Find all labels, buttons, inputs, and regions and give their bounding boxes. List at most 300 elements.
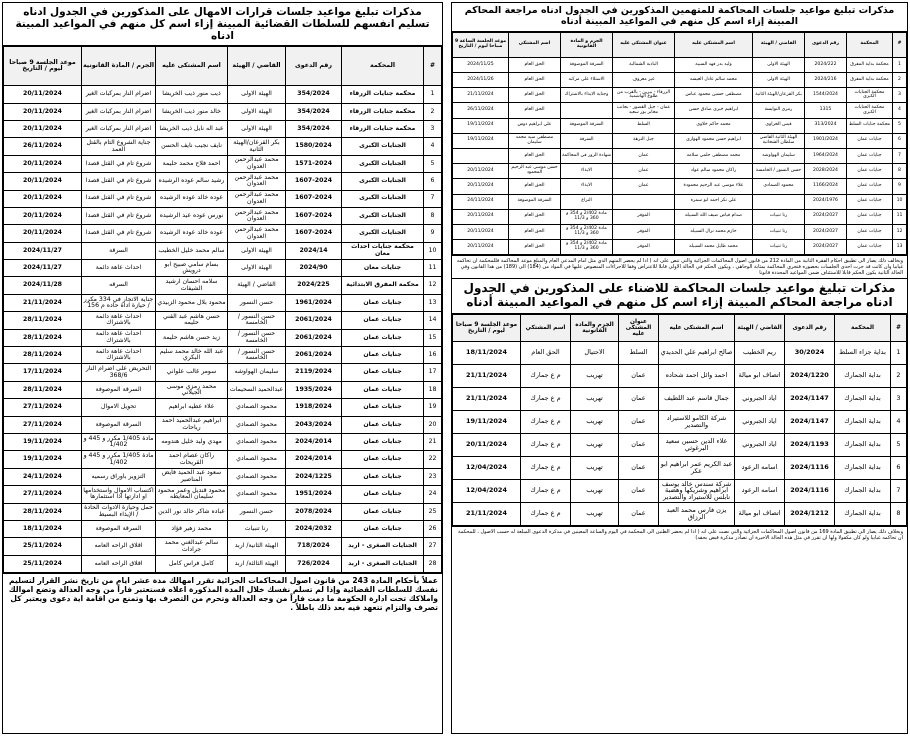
table-cell: اكتساب الاموال واستخدامها او ادارتها اذا استثمارها: [82, 486, 156, 503]
table-cell: 2024/2014: [286, 434, 342, 451]
table-cell: الهيئة الاولى: [228, 242, 286, 259]
table-cell: 6: [893, 133, 907, 148]
table-cell: جمال قاسم عبد اللطيف: [659, 387, 735, 410]
table-cell: القاضي / الهيئة: [228, 277, 286, 294]
table-cell: احداث عاهة دائمة بالاشتراك: [82, 329, 156, 346]
table-cell: 1918/2024: [286, 399, 342, 416]
table-cell: السلط: [613, 118, 675, 133]
table-cell: جنايات عمان: [342, 486, 424, 503]
table-cell: جنايات عمان: [342, 329, 424, 346]
table-cell: 2: [424, 103, 442, 120]
table-cell: عباده شاكر خالد نور الدين: [156, 503, 228, 520]
table-cell: 3: [424, 120, 442, 137]
table-cell: الجنايات الصغرى - اربد: [342, 538, 424, 555]
table-row: [453, 73, 907, 88]
table-cell: الاحتيال: [571, 341, 619, 364]
table-cell: جبل النزهة: [613, 133, 675, 148]
table-cell: 2024/2027: [805, 209, 847, 224]
table-cell: السرقة الموصوفة: [82, 381, 156, 398]
table-row: [4, 451, 442, 468]
table-cell: محمود الصمادي: [753, 179, 805, 194]
table-row: [453, 240, 907, 255]
table-cell: 25/11/2024: [4, 538, 82, 555]
table-cell: 21/11/2024: [453, 387, 521, 410]
table-cell: عبدالحميد السحيمات: [228, 381, 286, 398]
table-cell: 2024/11/27: [4, 260, 82, 277]
table-cell: محمد عبدالرحمن العدوان: [228, 155, 286, 172]
table-cell: عمان: [613, 179, 675, 194]
table-cell: 28/11/2024: [4, 329, 82, 346]
table-cell: عمان: [619, 479, 659, 502]
table-cell: جنايات عمان: [342, 364, 424, 381]
table-cell: 8: [424, 207, 442, 224]
table-cell: التحريض على اضرام النار 368/6: [82, 364, 156, 381]
table-cell: 1961/2024: [286, 294, 342, 311]
table-row: [4, 86, 442, 103]
table-cell: جنايات عمان: [342, 434, 424, 451]
table-cell: السرقة الموصوفة: [509, 194, 561, 209]
table-cell: 18/11/2024: [4, 520, 82, 537]
table-cell: محمود الصمادي: [228, 486, 286, 503]
table-cell: عبد الكريم عمر ابراهيم ابو عكر: [659, 456, 735, 479]
table-cell: مصطفى سيد محمد سليمان: [509, 133, 561, 148]
table-cell: 2024/11/27: [4, 242, 82, 259]
table-cell: بداية الجمارك: [835, 364, 891, 387]
table-row: [453, 224, 907, 239]
table-cell: 24/11/2024: [4, 468, 82, 485]
table-cell: 27/11/2024: [4, 486, 82, 503]
table-cell: 28: [424, 555, 442, 572]
table-cell: 354/2024: [286, 86, 342, 103]
table-cell: 2024/216: [805, 73, 847, 88]
table-cell: الهيئة الاولى: [753, 57, 805, 72]
table-cell: الحق العام: [509, 224, 561, 239]
table-cell: عمان: [619, 433, 659, 456]
table-cell: السرقة الموصوفة: [82, 416, 156, 433]
left-notice-legal-note: عملاً بأحكام المادة 243 من قانون اصول المحاكمات الجزائية تقرر امهالك مدة عشر ايام من تاريخ نشر القرار لتسليم نفسك للسلطات القضائية وإذا لم تسلم نفسك خلال المدة المذكورة اعلاه فستعتبر فاراً من وجه العدالة وتضع اموالك واملاكك تحت ادارة الحكومة ما دمت فاراً من وجه العدالة وتحرم من التصرف بها وتمنع من اقامة اية دعوى ويعتبر كل تصرف والتزام تتعهد فيه بعد ذلك باطلاً .: [3, 573, 442, 614]
table-cell: 2024/1220: [785, 364, 835, 387]
table-cell: محكمة جنايات احداث معان: [342, 242, 424, 259]
table-cell: الحق العام: [521, 341, 571, 364]
table-cell: 5: [893, 118, 907, 133]
column-header: رقم الدعوى: [286, 47, 342, 86]
table-row: [453, 103, 907, 118]
table-cell: علي نكز احمد ابو سمره: [675, 194, 753, 209]
table-cell: ابراهيم حسن محمود الهوارى: [675, 133, 753, 148]
table-cell: 20/11/2024: [4, 225, 82, 242]
table-cell: اياد الجبروني: [735, 410, 785, 433]
table-cell: مادة 2/402 و 354 و 360 و 11/3: [561, 209, 613, 224]
table-cell: اياد الجبروني: [735, 433, 785, 456]
table-cell: م ع جمارك: [521, 387, 571, 410]
table-cell: جنايات عمان: [847, 148, 893, 163]
table-cell: الحق العام: [509, 103, 561, 118]
table-cell: 28/11/2024: [4, 347, 82, 364]
column-header: القاضي / الهيئة: [753, 32, 805, 57]
table-cell: السرقة: [561, 133, 613, 148]
table-cell: 10: [893, 194, 907, 209]
table-cell: رنا تنبيات: [753, 240, 805, 255]
table-cell: بداية الجمارك: [835, 456, 891, 479]
column-header: الجرم والمادة القانونية: [571, 314, 619, 341]
table-cell: 15: [424, 329, 442, 346]
table-cell: تهريب: [571, 364, 619, 387]
table-row: [453, 133, 907, 148]
table-row: [4, 538, 442, 555]
table-cell: سالم محمد خليل الخطيب: [156, 242, 228, 259]
table-cell: 9: [893, 179, 907, 194]
left-table-body: [4, 86, 442, 573]
table-cell: سعود عبد الحميد فايض المناصير: [156, 468, 228, 485]
table-cell: الهيئة الثانية/ اربد: [228, 538, 286, 555]
table-cell: السرقة الموصوفة: [561, 57, 613, 72]
table-row: [4, 468, 442, 485]
table-cell: 20/11/2024: [4, 173, 82, 190]
table-row: [453, 433, 907, 456]
table-cell: 2024/1193: [785, 433, 835, 456]
table-cell: محكمة المفرق الابتدائية: [342, 277, 424, 294]
table-row: [453, 364, 907, 387]
table-cell: سومر غالب علواني: [156, 364, 228, 381]
table-cell: اتصاف ابو ميالة: [735, 364, 785, 387]
table-row: [4, 260, 442, 277]
table-cell: اسامه الرعود: [735, 479, 785, 502]
table-cell: الايذاء: [561, 164, 613, 179]
table-cell: سالم عبدالغني محمد جرادات: [156, 538, 228, 555]
table-cell: جنايات عمان: [342, 451, 424, 468]
table-cell: احداث عاهة دائمة: [82, 260, 156, 277]
table-cell: 14: [424, 312, 442, 329]
table-cell: 1607-2024: [286, 190, 342, 207]
table-cell: الهيئة الاولى: [228, 260, 286, 277]
table-cell: محكمة الجنايات الكبرى: [847, 88, 893, 103]
table-cell: الاستلاء على مركبه: [561, 73, 613, 88]
table-cell: 26/11/2024: [453, 103, 509, 118]
table-cell: [753, 194, 805, 209]
table-cell: قيس الخزاوي: [753, 118, 805, 133]
table-cell: النزاع: [561, 194, 613, 209]
column-header: موعد الجلسة الساعة 9 صباحا ليوم / التاريخ: [453, 32, 509, 57]
misdemeanor-notice-table: [452, 314, 907, 526]
column-header: الجرم / المادة القانونية: [82, 47, 156, 86]
table-cell: محمود الصمادي: [228, 468, 286, 485]
table-cell: 354/2024: [286, 120, 342, 137]
table-cell: عمان: [613, 148, 675, 163]
table-cell: 2024/2032: [286, 520, 342, 537]
column-header: اسم المشتكى عليه: [675, 32, 753, 57]
table-cell: رشيد سالم عوده الرشيده: [156, 173, 228, 190]
table-cell: 25: [424, 503, 442, 520]
table-cell: محمد عبدالرحمن العدوان: [228, 173, 286, 190]
column-header: #: [424, 47, 442, 86]
table-cell: البادية الشمالية: [613, 57, 675, 72]
table-cell: السرقة: [82, 242, 156, 259]
table-cell: 718/2024: [286, 538, 342, 555]
table-cell: محمد مصطفى حلمي سلامه: [675, 148, 753, 163]
table-row: [453, 148, 907, 163]
table-cell: 5: [424, 155, 442, 172]
table-cell: عمان: [619, 502, 659, 525]
table-cell: 23: [424, 468, 442, 485]
table-cell: حسن هاشم عبد القني حليمه: [156, 312, 228, 329]
table-cell: 2024/2014: [286, 451, 342, 468]
trial-table-header: [453, 32, 907, 57]
table-cell: 2: [891, 364, 907, 387]
table-cell: 2024/1225: [286, 468, 342, 485]
table-cell: الهيئة الاولى: [228, 120, 286, 137]
table-row: [453, 502, 907, 525]
table-cell: 21/11/2024: [453, 364, 521, 387]
column-header: رقم الدعوى: [805, 32, 847, 57]
table-cell: شركة سندس خالد يوسف ابراهيم وشريكها وهضبة نابلس للاستيراد والتصدير: [659, 479, 735, 502]
table-row: [453, 387, 907, 410]
table-cell: الهيئة الاولى: [753, 73, 805, 88]
table-row: [4, 381, 442, 398]
table-cell: محمود الصمادي: [228, 399, 286, 416]
table-cell: 20/11/2024: [453, 224, 509, 239]
table-cell: حسن النسور: [228, 294, 286, 311]
table-cell: 22: [424, 451, 442, 468]
table-cell: اياد الجبروني: [735, 387, 785, 410]
table-row: [4, 190, 442, 207]
table-cell: تهريب: [571, 387, 619, 410]
table-cell: 2024/11/28: [4, 277, 82, 294]
table-cell: اسامه الرعود: [735, 456, 785, 479]
table-cell: 1607-2024: [286, 225, 342, 242]
table-cell: عمان: [619, 456, 659, 479]
table-cell: 20/11/2024: [453, 209, 509, 224]
table-cell: بكر القرعان/الهيئة الثانية: [228, 138, 286, 155]
table-cell: 21/11/2024: [453, 502, 521, 525]
table-cell: 9: [424, 225, 442, 242]
table-cell: 26: [424, 520, 442, 537]
table-cell: 2024/11/26: [453, 73, 509, 88]
table-cell: الجنايات الكبرى: [342, 207, 424, 224]
table-cell: 2024/1116: [785, 479, 835, 502]
table-cell: 3: [893, 88, 907, 103]
table-cell: 21/11/2024: [4, 294, 82, 311]
table-cell: بداية الجمارك: [835, 410, 891, 433]
column-header: الجرم و المادة القانونية: [561, 32, 613, 57]
table-cell: 2028/2024: [805, 164, 847, 179]
table-cell: السلط: [619, 341, 659, 364]
table-cell: 20/11/2024: [453, 179, 509, 194]
table-row: [4, 138, 442, 155]
table-cell: 16: [424, 347, 442, 364]
table-row: [4, 486, 442, 503]
table-cell: 313/2024: [805, 118, 847, 133]
column-header: اسم المشتكى عليه: [156, 47, 228, 86]
table-cell: 8: [891, 502, 907, 525]
table-cell: 2078/2024: [286, 503, 342, 520]
table-row: [4, 155, 442, 172]
table-row: [4, 120, 442, 137]
table-cell: محكمة الجنايات الكبرى: [847, 103, 893, 118]
table-row: [4, 399, 442, 416]
column-header: المحكمة: [835, 314, 891, 341]
column-header: رقم الدعوى: [785, 314, 835, 341]
column-header: اسم المشتكي: [509, 32, 561, 57]
table-cell: نايف نجيب نايف الحسن: [156, 138, 228, 155]
table-row: [4, 294, 442, 311]
table-cell: حازم محمد نزال السبيله: [675, 224, 753, 239]
table-cell: الهيئة الاولى: [228, 103, 286, 120]
table-row: [453, 164, 907, 179]
table-cell: م ع جمارك: [521, 479, 571, 502]
table-cell: 26/11/2024: [4, 138, 82, 155]
table-cell: 2024/1976: [805, 194, 847, 209]
table-cell: 1951/2024: [286, 486, 342, 503]
table-cell: 4: [893, 103, 907, 118]
table-cell: 2119/2024: [286, 364, 342, 381]
table-cell: محكمة جنايات الزرقاء: [342, 86, 424, 103]
table-cell: 17: [424, 364, 442, 381]
table-cell: السرقة الموصوفة: [82, 520, 156, 537]
column-header: #: [893, 32, 907, 57]
table-cell: 2: [893, 73, 907, 88]
table-cell: محمد طايل محمد السبيله: [675, 240, 753, 255]
table-cell: احمد فلاح محمد حليمة: [156, 155, 228, 172]
left-table-header: [4, 47, 442, 86]
table-cell: اضرام النار بمركبات الغير: [82, 120, 156, 137]
table-cell: 21/11/2024: [453, 88, 509, 103]
table-cell: الهيئة الثالثة/ اربد: [228, 555, 286, 572]
table-cell: 2043/2024: [286, 416, 342, 433]
table-cell: اضرام النار بمركبات الغير: [82, 103, 156, 120]
table-cell: محكمة جنايات السلط: [847, 118, 893, 133]
table-cell: ابراهيم عبدالحميد احمد رياحات: [156, 416, 228, 433]
table-cell: كامل فراس كامل: [156, 555, 228, 572]
column-header: اسم المشتكي: [521, 314, 571, 341]
table-cell: الموقر: [613, 240, 675, 255]
trial-notice-table: [452, 32, 907, 255]
table-cell: [453, 148, 509, 163]
table-cell: 19: [424, 399, 442, 416]
table-cell: عمان - جبل القصور - بجانب مخابز بور سعيد: [613, 103, 675, 118]
table-cell: جنايات عمان: [847, 179, 893, 194]
table-cell: 1607-2024: [286, 207, 342, 224]
table-row: [453, 479, 907, 502]
table-cell: الموقر: [613, 224, 675, 239]
table-cell: 726/2024: [286, 555, 342, 572]
table-cell: 18/11/2024: [453, 341, 521, 364]
table-cell: صدام قياض ضيف الله السبيله: [675, 209, 753, 224]
table-cell: 20/11/2024: [4, 120, 82, 137]
table-cell: 1: [893, 57, 907, 72]
table-cell: 2024/2027: [805, 224, 847, 239]
table-cell: 13: [893, 240, 907, 255]
table-cell: م ع جمارك: [521, 433, 571, 456]
table-cell: جنايات عمان: [847, 164, 893, 179]
table-cell: الهيئة الاولى: [228, 86, 286, 103]
table-cell: محمود الصمادي: [228, 416, 286, 433]
table-cell: جنايات عمان: [342, 312, 424, 329]
table-cell: 8: [893, 164, 907, 179]
table-cell: اقلاق الراحه العامه: [82, 555, 156, 572]
table-cell: 25/11/2024: [4, 555, 82, 572]
table-cell: صالح ابراهيم علي الحديدي: [659, 341, 735, 364]
table-cell: 7: [891, 479, 907, 502]
table-cell: اتصاف ابو ميالة: [735, 502, 785, 525]
table-cell: بداية الجمارك: [835, 502, 891, 525]
table-cell: 1: [891, 341, 907, 364]
table-cell: علاء عطيه ابراهيم: [156, 399, 228, 416]
table-row: [4, 503, 442, 520]
table-cell: شروع تام في القتل قصدا: [82, 225, 156, 242]
table-cell: م ع جمارك: [521, 456, 571, 479]
table-row: [4, 555, 442, 572]
table-cell: التزوير باوراق رسميه: [82, 468, 156, 485]
table-cell: 2024/225: [286, 277, 342, 294]
table-row: [4, 103, 442, 120]
table-cell: 2024/2027: [805, 240, 847, 255]
table-cell: 1607-2024: [286, 173, 342, 190]
table-cell: جنايات عمان: [342, 294, 424, 311]
table-row: [453, 341, 907, 364]
table-cell: 2024/1116: [785, 456, 835, 479]
table-cell: حسن النسور / الخامسة: [228, 329, 286, 346]
table-cell: سلامه احسان ارشيد الشيفات: [156, 277, 228, 294]
table-cell: 11: [424, 260, 442, 277]
table-cell: شروع تام في القتل قصدا: [82, 155, 156, 172]
table-cell: عمان: [619, 410, 659, 433]
table-row: [4, 347, 442, 364]
table-cell: جنايات عمان: [847, 209, 893, 224]
table-cell: خالد منور ذيب الخريشا: [156, 103, 228, 120]
table-row: [453, 179, 907, 194]
table-cell: الموقر: [613, 209, 675, 224]
table-cell: عمان: [613, 164, 675, 179]
table-cell: رمزي النوايسة: [753, 103, 805, 118]
table-cell: الهيئة الثانية القاضي سلطان الشخاتبة: [753, 133, 805, 148]
table-cell: الحق العام: [509, 240, 561, 255]
table-row: [453, 456, 907, 479]
table-cell: الايذاء: [561, 179, 613, 194]
misdemeanor-notice-title: مذكرات تبليغ مواعيد جلسات المحاكمة للاضناء على المذكورين في الجدول ادناه مراجعة المحاكم المبينة إزاء اسم كل منهم في المواعيد المبينة أدناه: [452, 278, 907, 314]
table-cell: محكمة بداية المفرق: [847, 57, 893, 72]
table-cell: عبد اله نايل ذيب الخريشا: [156, 120, 228, 137]
table-cell: جنايات عمان: [342, 503, 424, 520]
table-cell: حمل وحيازة الادوات الحادة / الإيذاء البسيط: [82, 503, 156, 520]
table-cell: جنايات معان: [342, 260, 424, 277]
table-cell: احداث عاهة دائمة بالاشتراك: [82, 312, 156, 329]
trial-table-body: [453, 57, 907, 254]
table-cell: 20: [424, 416, 442, 433]
table-cell: محمود الصمادي: [228, 434, 286, 451]
table-cell: شروع تام في القتل قصدا: [82, 207, 156, 224]
column-header: عنوان المشتكى عليه: [613, 32, 675, 57]
table-cell: 2024/90: [286, 260, 342, 277]
column-header: اسم المشتكى عليه: [659, 314, 735, 341]
table-cell: 20/11/2024: [4, 190, 82, 207]
table-cell: وجناية الايذاء بالاشتراك: [561, 88, 613, 103]
table-row: [453, 57, 907, 72]
table-cell: عمان: [619, 364, 659, 387]
table-row: [453, 88, 907, 103]
table-cell: 2024/1147: [785, 387, 835, 410]
table-cell: [561, 103, 613, 118]
table-cell: جنايات عمان: [342, 347, 424, 364]
table-cell: الجنايات الكبرى: [342, 225, 424, 242]
misdemeanor-table-body: [453, 341, 907, 525]
table-row: [4, 225, 442, 242]
table-cell: جنايات عمان: [342, 468, 424, 485]
table-cell: محمود قنديل وعمر محمود سليمان المعايطه: [156, 486, 228, 503]
table-cell: وليد بدر فهد السبيه: [675, 57, 753, 72]
table-cell: 24: [424, 486, 442, 503]
table-cell: 17/11/2024: [4, 364, 82, 381]
misdemeanor-legal-note: وبخلاف ذلك يصار الى تطبيق المادة 169 من قانون اصول المحاكمات الجزائية والتي نصت على انه ( اذا لم يحضر الظنين الى المحكمة في اليوم والساعة المعينين في مذكرة الدعوى المبلغة له حسب الاصول ، للمحكمة ان تحاكمه غيابيا ولو كان مكفولا ولها ان تقرر في مثل هذه الحالة الاخيرة ان تصادر مذكرة قبض بحقه): [452, 526, 907, 543]
